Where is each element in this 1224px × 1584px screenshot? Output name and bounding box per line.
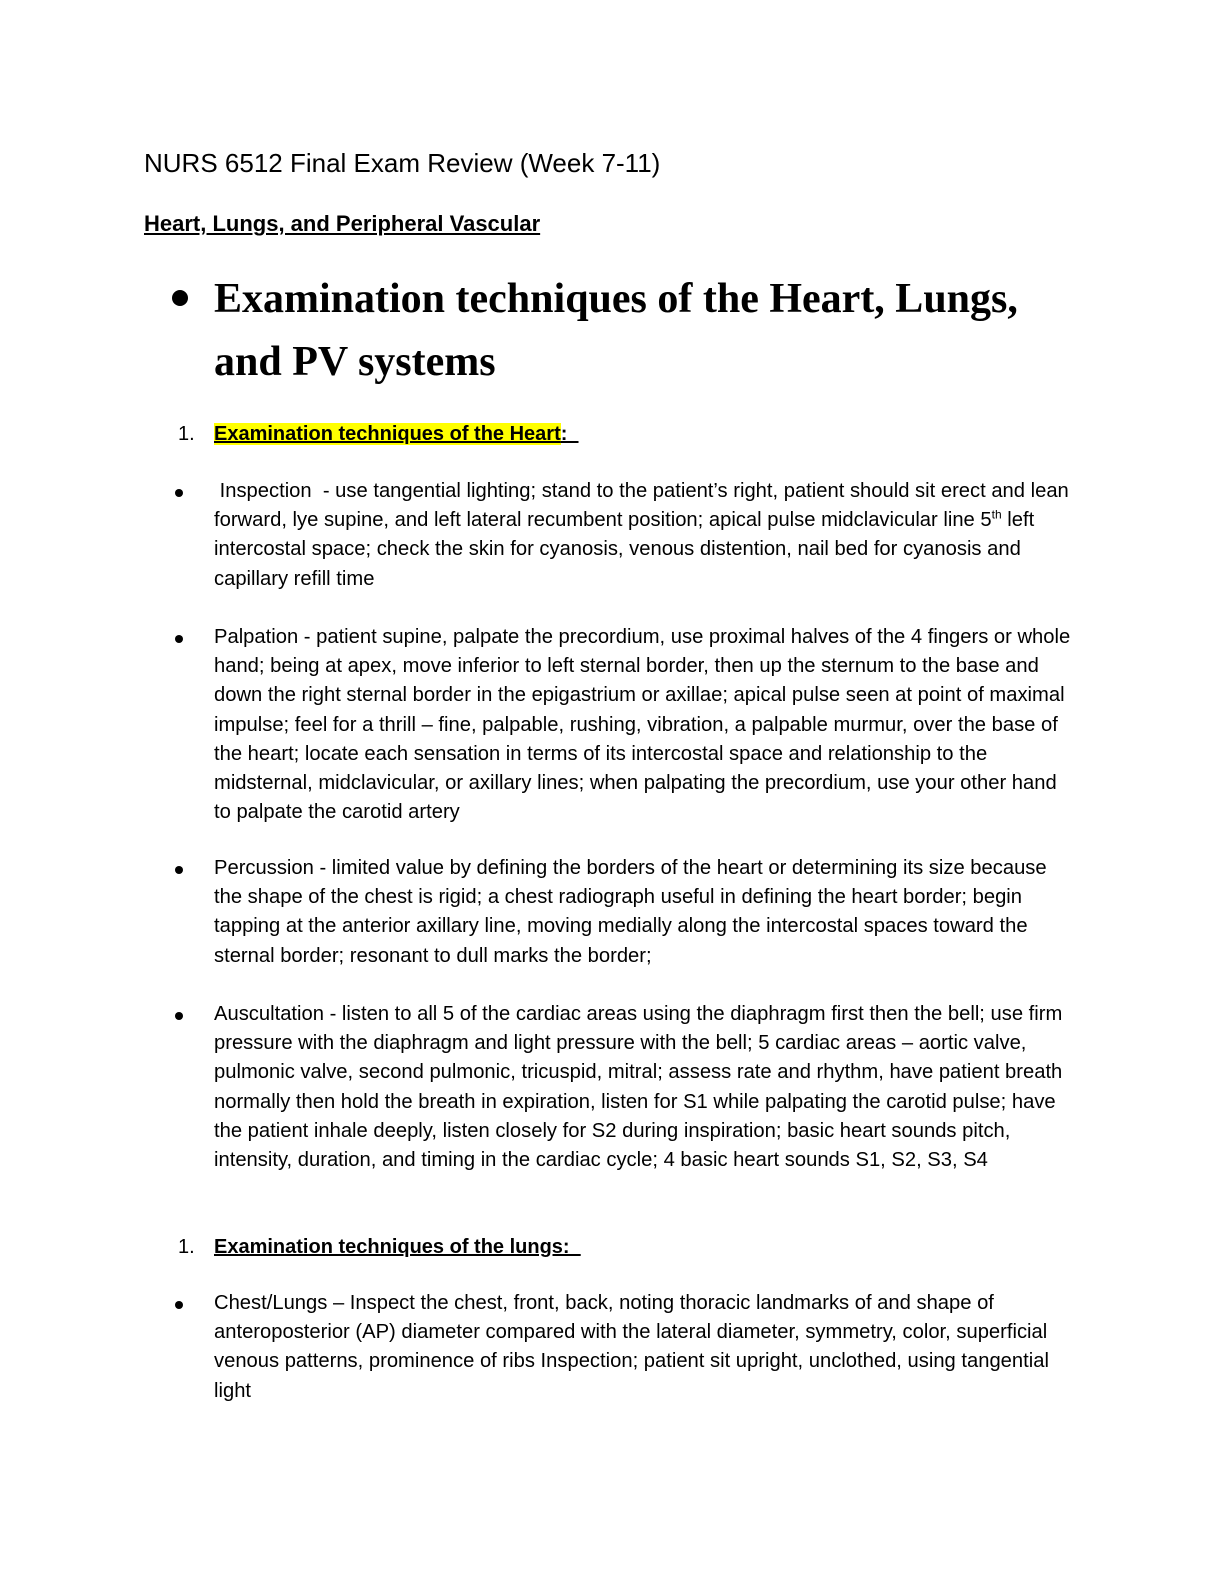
heart-section-label bbox=[214, 420, 579, 449]
palpation-text: Palpation - patient supine, palpate the precordium, use proximal halves of the 4 fingers or whole hand; being at apex, move inferior to left sternal border, then up the sternum to the base and down the right sternal border in the epigastrium or axillae; apical pulse seen at point of maximal impulse; feel for a thrill – fine, palpable, rushing, vibration, a palpable murmur, over the base of the heart; locate each sensation in terms of its intercostal space and relationship to the midsternal, midclavicular, or axillary lines; when palpating the precordium, use your other hand to palpate the carotid artery bbox=[214, 626, 1071, 824]
auscultation-text: Auscultation - listen to all 5 of the cardiac areas using the diaphragm first then the bell; use firm pressure with the diaphragm and light pressure with the bell; 5 cardiac areas – aortic valve, pulmonic valve, second pulmonic, tricuspid, mitral; assess rate and rhythm, have patient breath normally then hold the breath in expiration, listen for S1 while palpating the carotid pulse; have the patient inhale deeply, listen closely for S2 during inspiration; basic heart sounds pitch, intensity, duration, and timing in the cardiac cycle; 4 basic heart sounds S1, S2, S3, S4 bbox=[214, 1003, 1063, 1172]
bullet-icon bbox=[175, 1012, 183, 1020]
bullet-icon bbox=[172, 290, 188, 306]
list-number: 1. bbox=[178, 423, 195, 445]
bullet-icon bbox=[175, 1301, 183, 1309]
section-heading: Heart, Lungs, and Peripheral Vascular bbox=[144, 211, 541, 236]
list-number: 1. bbox=[178, 1236, 195, 1258]
main-bullet-text: Examination techniques of the Heart, Lungs, and PV systems bbox=[214, 276, 1018, 385]
percussion-text: Percussion - limited value by defining the borders of the heart or determining its size because the shape of the chest is rigid; a chest radiograph useful in defining the heart border; begin tapping at the anterior axillary line, moving medially along the intercostal spaces toward the sternal border; resonant to dull marks the border; bbox=[214, 857, 1047, 967]
inspection-text: Inspection - use tangential lighting; stand to the patient’s right, patient should sit erect and lean forward, lye supine, and left lateral recumbent position; apical pulse midclavicular line 5th left intercostal space; check the skin for cyanosis, venous distention, nail bed for cyanosis and capillary refill time bbox=[214, 480, 1075, 590]
document-title: NURS 6512 Final Exam Review (Week 7-11) bbox=[144, 148, 661, 178]
chest-lungs-text: Chest/Lungs – Inspect the chest, front, back, noting thoracic landmarks of and shape of anteroposterior (AP) diameter compared with the lateral diameter, symmetry, color, superficial venous patterns, prominence of ribs Inspection; patient sit upright, unclothed, using tangential light bbox=[214, 1292, 1049, 1402]
bullet-icon bbox=[175, 866, 183, 874]
bullet-icon bbox=[175, 635, 183, 643]
heart-section-suffix: : bbox=[560, 423, 579, 445]
highlighted-text: Examination techniques of the Heart bbox=[214, 423, 561, 445]
lungs-section-label: Examination techniques of the lungs: bbox=[214, 1236, 581, 1258]
bullet-icon bbox=[175, 489, 183, 497]
